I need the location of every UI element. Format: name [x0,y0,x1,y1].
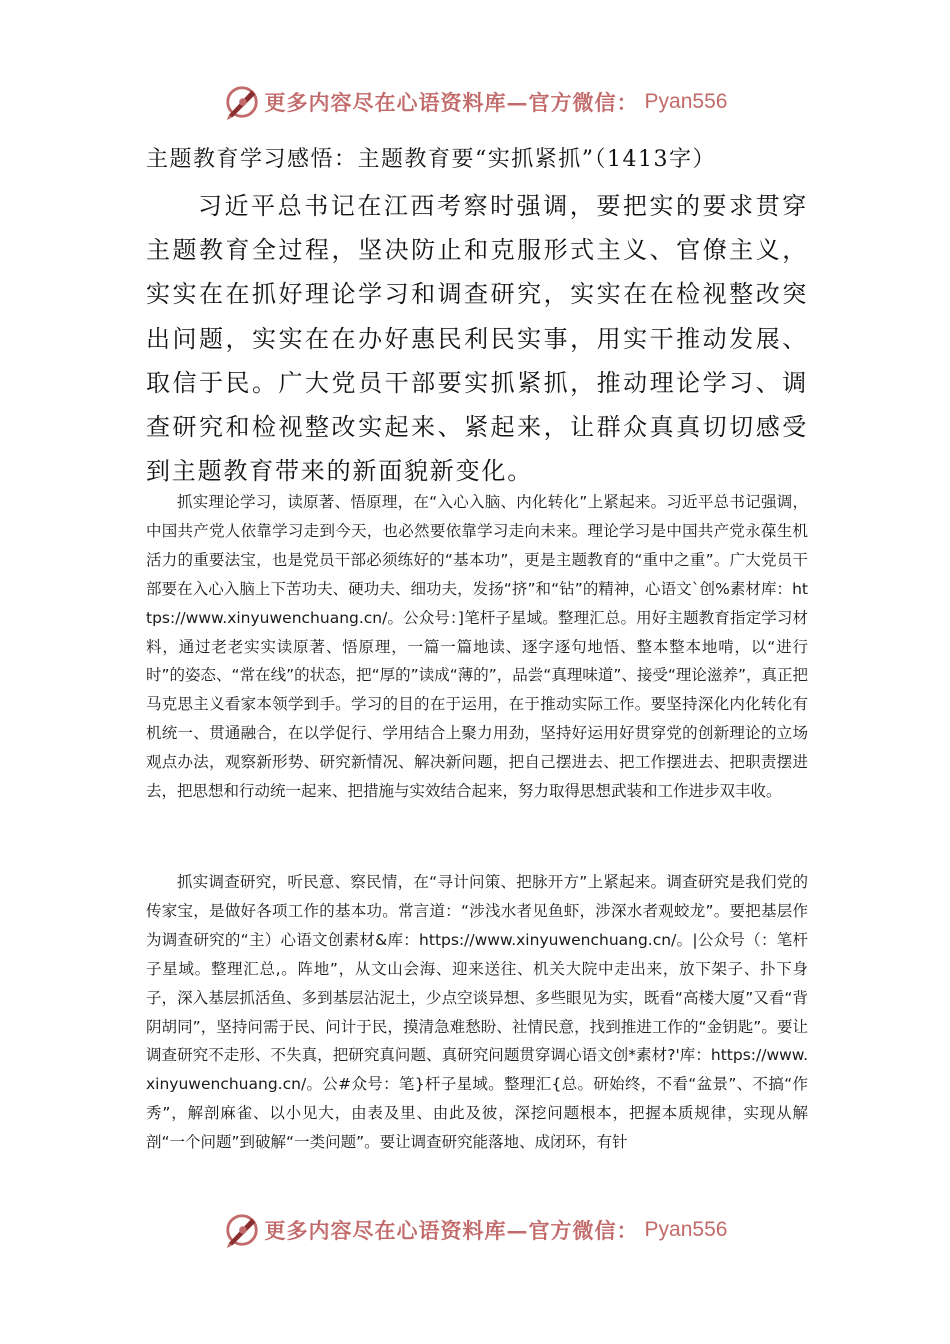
banner-wechat-id: Pyan556 [644,1218,728,1241]
top-banner [0,80,950,124]
pen-logo-icon [223,1211,261,1249]
banner-text: 更多内容尽在心语资料库—官方微信： [264,90,639,115]
body-paragraph-2: 抓实调查研究，听民意、察民情，在“寻计问策、把脉开方”上紧起来。调查研究是我们党的传家宝，是做好各项工作的基本功。常言道：“涉浅水者见鱼虾，涉深水者观蛟龙”。要把基层作为调查研究的“主）心语文创素材&库：https://www.xinyuwenchuang.cn/。|公众号（：笔杆子星域。整理汇总,。阵地”，从文山会海、迎来送往、机关大院中走出来，放下架子、扑下身子，深入基层抓活鱼、多到基层沾泥土，少点空谈异想、多些眼见为实，既看“高楼大厦”又看“背阴胡同”，坚持问需于民、问计于民，摸清急难愁盼、社情民意，找到推进工作的“金钥匙”。要让调查研究不走形、不失真，把研究真问题、真研究问题贯穿调心语文创*素材?'库：https://www.xinyuwenchuang.cn/。公#众号：笔}杆子星域。整理汇{总。研始终，不看“盆景”、不搞“作秀”，解剖麻雀、以小见大，由表及里、由此及彼，深挖问题根本，把握本质规律，实现从解剖“一个问题”到破解“一类问题”。要让调查研究能落地、成闭环，有针 [146,873,808,1152]
lead-paragraph: 习近平总书记在江西考察时强调，要把实的要求贯穿主题教育全过程，坚决防止和克服形式主义、官僚主义，实实在在抓好理论学习和调查研究，实实在在检视整改突出问题，实实在在办好惠民利民实事，用实干推动发展、取信于民。广大党员干部要实抓紧抓，推动理论学习、调查研究和检视整改实起来、紧起来，让群众真真切切感受到主题教育带来的新面貌新变化。 [146,192,808,486]
banner-text: 更多内容尽在心语资料库—官方微信： [264,1218,639,1243]
body-paragraph-1: 抓实理论学习，读原著、悟原理，在“入心入脑、内化转化”上紧起来。习近平总书记强调，中国共产党人依靠学习走到今天，也必然要依靠学习走向未来。理论学习是中国共产党永葆生机活力的重要法宝，也是党员干部必须练好的“基本功”，更是主题教育的“重中之重”。广大党员干部要在入心入脑上下苦功夫、硬功夫、细功夫，发扬“挤”和“钻”的精神，心语文`创%素材库：https://www.xinyuwenchuang.cn/。公众号：]笔杆子星域。整理汇总。用好主题教育指定学习材料，通过老老实实读原著、悟原理，一篇一篇地读、逐字逐句地悟、整本整本地啃，以“进行时”的姿态、“常在线”的状态，把“厚的”读成“薄的”，品尝“真理味道”、接受“理论滋养”，真正把马克思主义看家本领学到手。学习的目的在于运用，在于推动实际工作。要坚持深化内化转化有机统一、贯通融合，在以学促行、学用结合上聚力用劲，坚持好运用好贯穿党的创新理论的立场观点办法，观察新形势、研究新情况、解决新问题，把自己摆进去、把工作摆进去、把职责摆进去，把思想和行动统一起来、把措施与实效结合起来，努力取得思想武装和工作进步双丰收。 [146,493,808,801]
pen-logo-icon [223,83,261,121]
bottom-banner [0,1208,950,1252]
banner-wechat-id: Pyan556 [644,90,728,113]
document-title: 主题教育学习感悟：主题教育要“实抓紧抓”（1413字） [146,147,716,172]
